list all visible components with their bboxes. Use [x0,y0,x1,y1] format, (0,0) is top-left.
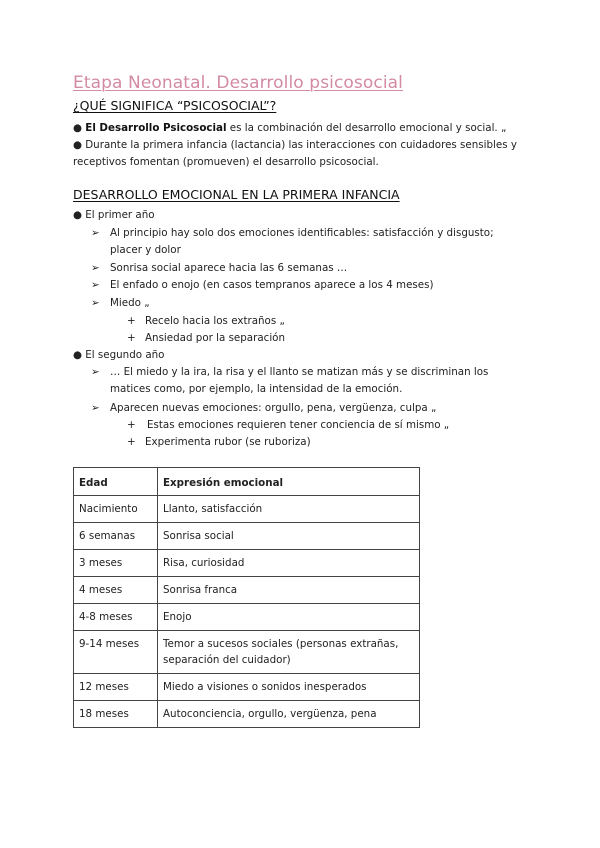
plus-bullet-icon: + [127,419,136,431]
table-cell-age: Nacimiento [74,496,158,523]
arrow-bullet-icon: ➢ [91,297,100,309]
emotion-table [73,467,420,728]
bullet-dot: ● [73,349,82,361]
table-row [74,523,420,550]
table-cell-expression: Risa, curiosidad [158,550,420,577]
arrow-bullet-icon: ➢ [91,279,100,291]
first-year-label: El primer año [85,209,155,221]
second-year-label: El segundo año [85,349,165,361]
first-year-point: El enfado o enojo (en casos tempranos aparece a los 4 meses) [110,279,434,291]
bullet-dot: ● [73,122,82,134]
table-header-expression: Expresión emocional [158,468,420,496]
second-year-point: … El miedo y la ira, la risa y el llanto se matizan más y se discriminan los matices como, por ejemplo, la intensidad de la emoción. [110,366,489,395]
page-title: Etapa Neonatal. Desarrollo psicosocial [73,73,403,93]
table-row [74,550,420,577]
infancy-paragraph: ● Durante la primera infancia (lactancia) las interacciones con cuidadores sensibles y receptivos fomentan (promueven) el desarrollo psicosocial. [73,139,517,168]
table-row [74,701,420,728]
table-row [74,604,420,631]
table-cell-age: 4 meses [74,577,158,604]
table-row [74,674,420,701]
second-year-subpoint: Estas emociones requieren tener conciencia de sí mismo „ [147,419,450,431]
second-year-point: Aparecen nuevas emociones: orgullo, pena, vergüenza, culpa „ [110,402,437,414]
table-cell-expression: Miedo a visiones o sonidos inesperados [158,674,420,701]
first-year-point: Al principio hay solo dos emociones identificables: satisfacción y disgusto; placer y dolor [110,227,494,256]
table-row [74,631,420,674]
table-cell-expression: Autoconciencia, orgullo, vergüenza, pena [158,701,420,728]
arrow-bullet-icon: ➢ [91,402,100,414]
plus-bullet-icon: + [127,332,136,344]
second-year-subpoint: Experimenta rubor (se ruboriza) [145,436,311,448]
table-cell-expression: Temor a sucesos sociales (personas extrañas, separación del cuidador) [158,631,420,674]
arrow-bullet-icon: ➢ [91,262,100,274]
second-year-item [73,347,164,364]
first-year-item [73,207,155,224]
definition-term: El Desarrollo Psicosocial [85,122,227,134]
definition-text: es la combinación del desarrollo emocional y social. „ [226,122,507,134]
definition-paragraph [73,120,513,137]
table-cell-expression: Sonrisa social [158,523,420,550]
fear-subpoint: Ansiedad por la separación [145,332,286,344]
table-cell-age: 6 semanas [74,523,158,550]
table-cell-age: 3 meses [74,550,158,577]
plus-bullet-icon: + [127,436,136,448]
fear-subpoint: Recelo hacia los extraños „ [145,315,285,327]
bullet-dot: ● [73,209,82,221]
table-cell-expression: Sonrisa franca [158,577,420,604]
table-cell-age: 18 meses [74,701,158,728]
section-heading: DESARROLLO EMOCIONAL EN LA PRIMERA INFANCIA [73,187,400,202]
table-header-age: Edad [74,468,158,496]
table-cell-age: 12 meses [74,674,158,701]
question-heading: ¿QUÉ SIGNIFICA “PSICOSOCIAL”? [73,98,277,113]
arrow-bullet-icon: ➢ [91,366,100,378]
table-row [74,577,420,604]
table-header-row [74,468,420,496]
first-year-point: Miedo „ [110,297,150,309]
table-row [74,496,420,523]
arrow-bullet-icon: ➢ [91,227,100,239]
table-cell-age: 4-8 meses [74,604,158,631]
first-year-point: Sonrisa social aparece hacia las 6 semanas … [110,262,348,274]
table-cell-expression: Enojo [158,604,420,631]
plus-bullet-icon: + [127,315,136,327]
table-cell-expression: Llanto, satisfacción [158,496,420,523]
table-cell-age: 9-14 meses [74,631,158,674]
